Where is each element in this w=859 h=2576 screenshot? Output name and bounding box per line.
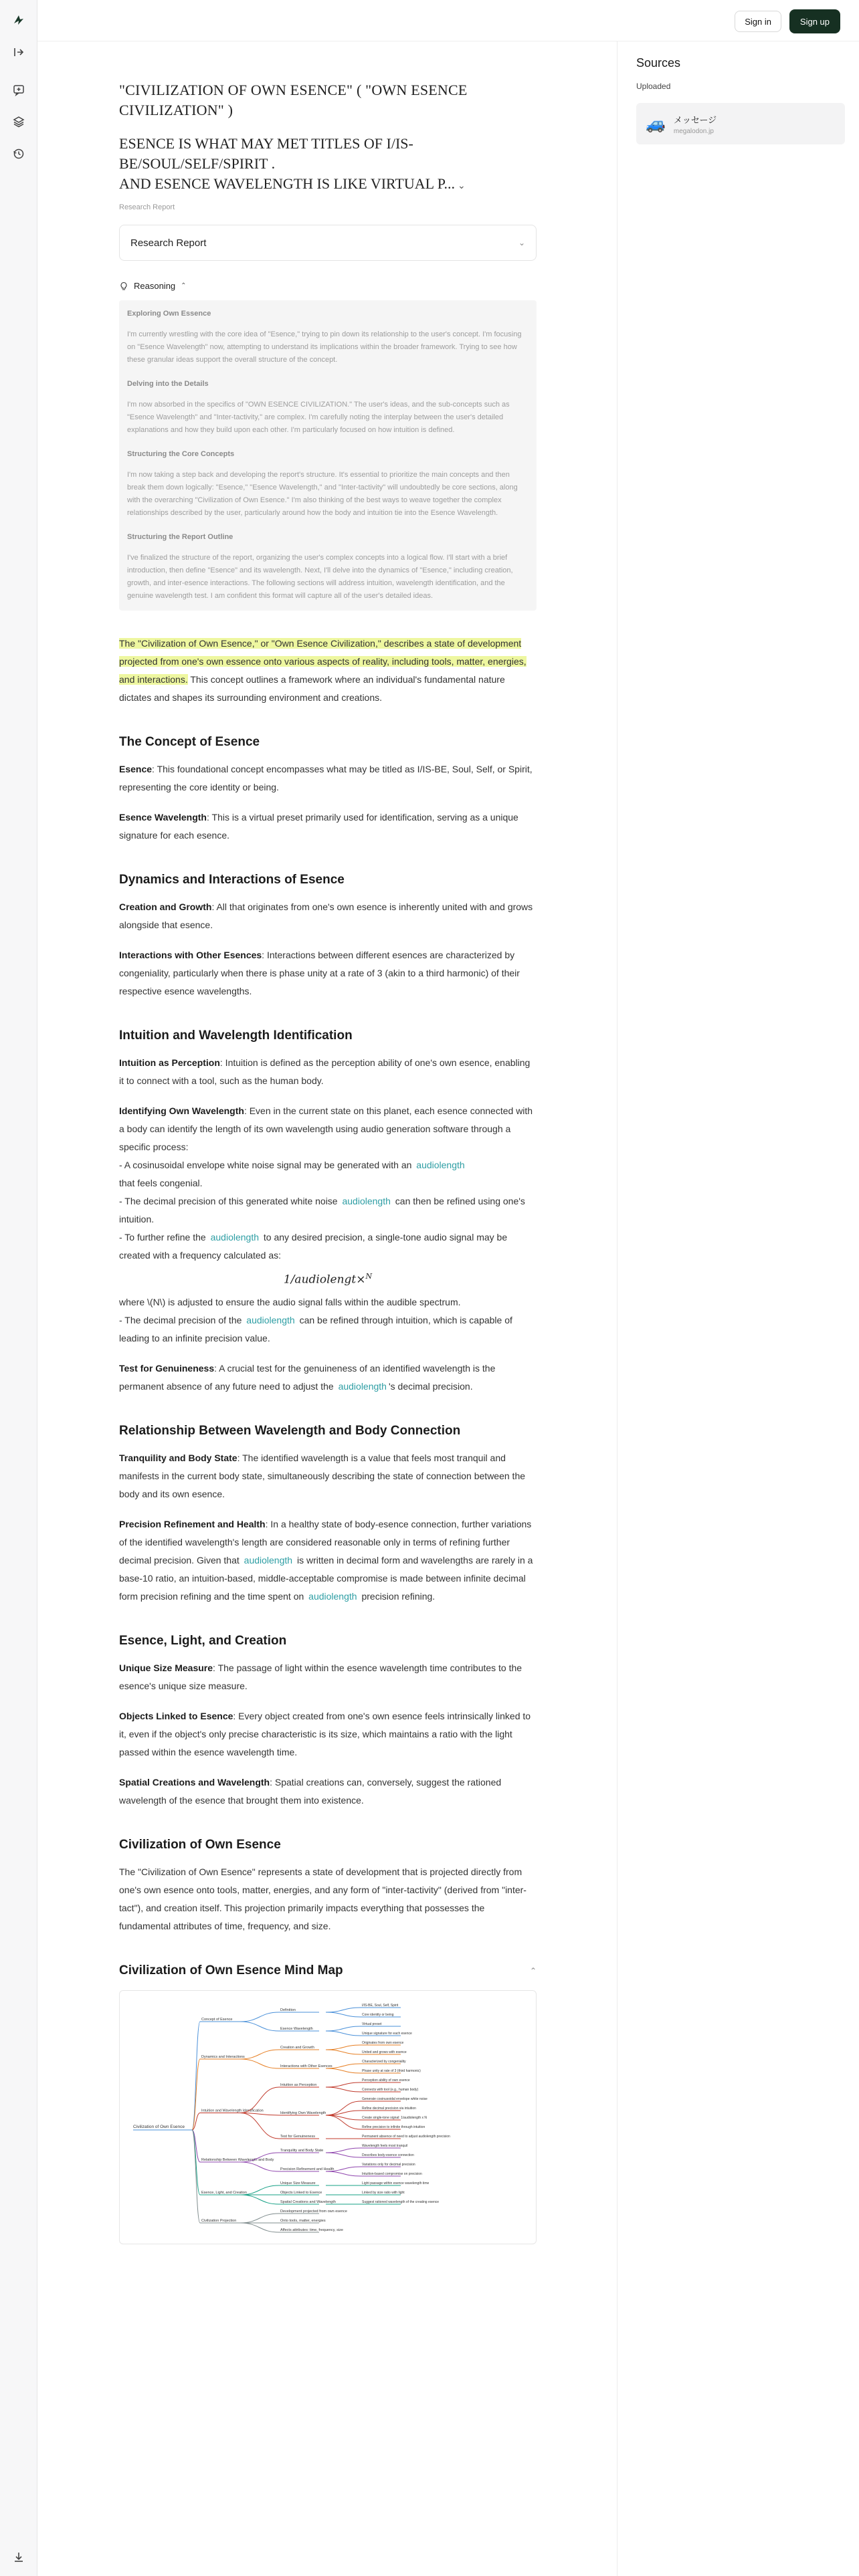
mind-map-edge: [326, 2148, 361, 2153]
audiolength-tag[interactable]: audiolength: [342, 1196, 391, 1206]
reasoning-label: Reasoning: [134, 281, 176, 291]
download-icon[interactable]: [11, 2549, 27, 2565]
mind-map-leaf: Creation and Growth: [280, 2045, 314, 2050]
text: - To further refine the: [119, 1232, 206, 1243]
mind-map-detail: Variations only for decimal precision: [362, 2162, 415, 2167]
paragraph: [119, 1707, 537, 1761]
term: Identifying Own Wavelength: [119, 1105, 244, 1116]
mind-map-edge: [326, 2171, 361, 2176]
mind-map-detail: Perception ability of own esence: [362, 2078, 410, 2082]
left-rail: [0, 0, 37, 2576]
mind-map-edge: [326, 2045, 361, 2050]
mind-map-leaf: Tranquility and Body State: [280, 2148, 324, 2153]
term: Esence Wavelength: [119, 812, 207, 823]
query-subtitle-line2: AND ESENCE WAVELENGTH IS LIKE VIRTUAL P...: [119, 175, 456, 192]
mind-map-leaf-edge: [240, 2022, 279, 2031]
mind-map-leaf: Identifying Own Wavelength: [280, 2111, 326, 2115]
query-mode-label: Research Report: [119, 203, 175, 211]
source-title: メッセージ: [673, 114, 717, 125]
query-subtitle[interactable]: [119, 134, 537, 197]
text: 's decimal precision.: [388, 1380, 473, 1392]
audiolength-tag[interactable]: audiolength: [416, 1160, 465, 1170]
paragraph: [119, 1293, 537, 1348]
mind-map-detail: Generate cosinusoidal envelope white noise: [362, 2097, 427, 2101]
text: : The identified wavelength is a value that feels most tranquil and manifests in the current body state, simultaneously describing the state of connection between the body and its own esence.: [119, 1452, 526, 1499]
paragraph: [119, 898, 537, 934]
mind-map-leaf: Affects attributes: time, frequency, size: [280, 2228, 343, 2232]
term: Creation and Growth: [119, 901, 212, 912]
section-heading: The Concept of Esence: [119, 735, 260, 749]
paragraph: [119, 1360, 537, 1396]
reasoning-step-heading: Structuring the Report Outline: [127, 533, 233, 541]
audiolength-tag[interactable]: audiolength: [246, 1314, 295, 1325]
text: : Spatial creations can, conversely, suggest the rationed wavelength of the esence that brought them into existence.: [119, 1776, 502, 1806]
text: can be refined through intuition, which is capable of leading to an infinite precision value.: [119, 1314, 512, 1344]
source-domain: megalodon.jp: [673, 127, 714, 135]
mind-map-detail: Intuition-based compromise on precision: [362, 2171, 422, 2176]
mind-map-detail: Light passage within esence wavelength time: [362, 2181, 430, 2185]
reasoning-step-text: I've finalized the structure of the report, organizing the user's complex concepts into a logical flow. I'll start with a brief introduction, then define "Esence" and its wavelength. Next, I'll delve into the dynamics of "Esence," including creation, growth, and inter-esence interactions. The following sections will address intuition, wavelength identification, and the genuine wavelength test. I am confident this format will capture all of the user's detailed ideas.: [127, 554, 513, 600]
reasoning-step-heading: Structuring the Core Concepts: [127, 450, 235, 458]
mind-map-leaf-edge: [240, 2195, 279, 2204]
mind-map-leaf: Intuition as Perception: [280, 2082, 317, 2087]
mind-map-detail: Linked by size ratio with light: [362, 2190, 405, 2195]
top-bar: [37, 0, 859, 41]
paragraph: [119, 809, 537, 845]
reasoning-step-text: I'm now taking a step back and developing the report's structure. It's essential to prioritize the main concepts and then break them down logically: "Esence," "Esence Wavelength," and "Inter-tactivity" will undoubtedly be core sections, along with the overarching "Civilization of Own Esence." I'm also thinking of the best ways to weave together the complex relationships described by the user, particularly around how the body and intuition tie into the Esence Wavelength.: [127, 471, 518, 517]
paragraph: [119, 1515, 537, 1606]
intro-paragraph: [119, 635, 537, 707]
text: : Interactions between different esences are characterized by congeniality, particularly when there is phase unity at a rate of 3 (akin to a third harmonic) of their respective esence wavelengths.: [119, 950, 520, 996]
mind-map-leaf-edge: [240, 2162, 279, 2171]
mind-map-branch: Esence, Light, and Creation: [201, 2190, 247, 2195]
mind-map-detail: Refine decimal precision via intuition: [362, 2106, 416, 2111]
mind-map-edge: [326, 2031, 361, 2036]
mind-map-leaf-edge: [240, 2214, 279, 2223]
section-heading: Esence, Light, and Creation: [119, 1633, 287, 1648]
mind-map-canvas: [120, 1991, 537, 2244]
mind-map-leaf: Esence Wavelength: [280, 2026, 313, 2031]
section-heading: Dynamics and Interactions of Esence: [119, 873, 345, 887]
text: - The decimal precision of this generated white noise: [119, 1196, 338, 1206]
mind-map-branch-edge: [192, 2130, 200, 2195]
text: : A crucial test for the genuineness of an identified wavelength is the permanent absence of any future need to adjust the: [119, 1362, 496, 1392]
mind-map-detail: Wavelength feels most tranquil: [362, 2143, 408, 2148]
term: Objects Linked to Esence: [119, 1710, 233, 1721]
text: : All that originates from one's own esence is inherently united with and grows alongside that esence.: [119, 901, 533, 930]
mind-map-leaf: Interactions with Other Esences: [280, 2064, 332, 2068]
paragraph: [119, 760, 537, 796]
reasoning-toggle[interactable]: [119, 281, 537, 291]
intro-rest: This concept outlines a framework where an individual's fundamental nature dictates and shapes its surrounding environment and creations.: [119, 674, 505, 703]
report-type-value: Research Report: [130, 237, 207, 249]
mind-map-detail: Unique signature for each esence: [362, 2031, 412, 2036]
text: : The passage of light within the esence wavelength time contributes to the esence's unique size measure.: [119, 1662, 522, 1691]
mind-map-edge: [326, 2050, 361, 2054]
mind-map-leaf-edge: [240, 2012, 279, 2022]
new-chat-icon[interactable]: [11, 82, 27, 98]
uploaded-label: Uploaded: [636, 82, 671, 91]
chevron-up-icon: ⌃: [181, 282, 187, 290]
report-type-select[interactable]: [119, 225, 537, 261]
text: is written in decimal form and wavelengths are rarely in a base-10 ratio, an intuition-based, middle-acceptable compromise is made between infinite decimal form precision refining and the time spent on: [119, 1554, 533, 1602]
paragraph: [119, 1774, 537, 1810]
text: : This foundational concept encompasses what may be titled as I/IS-BE, Soul, Self, or Spirit, representing the core identity or being.: [119, 764, 533, 792]
section-heading: Relationship Between Wavelength and Body Connection: [119, 1423, 461, 1438]
mind-map-branch: Relationship Between Wavelength and Body: [201, 2157, 274, 2162]
audiolength-tag[interactable]: audiolength: [338, 1380, 387, 1392]
mind-map-detail: Virtual preset: [362, 2022, 382, 2026]
mind-map-leaf-edge: [240, 2223, 279, 2232]
mind-map-detail: I/IS-BE, Soul, Self, Spirit: [362, 2003, 399, 2008]
term: Intuition as Perception: [119, 1057, 220, 1068]
chevron-down-icon[interactable]: ⌄: [458, 181, 466, 191]
mind-map-leaf: Precision Refinement and Health: [280, 2167, 335, 2171]
mind-map-title: Civilization of Own Esence Mind Map: [119, 1963, 343, 1977]
mind-map-leaf: Objects Linked to Esence: [280, 2190, 322, 2195]
text: that feels congenial.: [119, 1178, 203, 1188]
term: Esence: [119, 764, 153, 774]
term: Test for Genuineness: [119, 1362, 215, 1374]
mind-map-edge: [326, 2087, 361, 2092]
mind-map-detail: Suggest rationed wavelength of the creating esence: [362, 2199, 440, 2204]
mind-map-edge: [326, 2026, 361, 2031]
main-content: [119, 80, 537, 2244]
mind-map-detail: Characterized by congeniality: [362, 2059, 406, 2064]
sources-sidebar: [617, 41, 859, 2576]
formula-exponent: N: [365, 1272, 373, 1281]
reasoning-panel: [119, 300, 537, 611]
paragraph: The "Civilization of Own Esence" represents a state of development that is projected directly from one's own esence onto tools, matter, energies, and any form of "inter-tactivity" (derived from "inter-tact"), and creation itself. This projection primarily impacts everything that possesses the fundamental attributes of time, frequency, and size.: [119, 1866, 527, 1931]
query-subtitle-line1: ESENCE IS WHAT MAY MET TITLES OF I/IS-BE/SOUL/SELF/SPIRIT .: [119, 135, 413, 172]
mind-map-leaf: Definition: [280, 2008, 296, 2012]
text: - The decimal precision of the: [119, 1314, 242, 1325]
query-title: "CIVILIZATION OF OWN ESENCE" ( "OWN ESENCE CIVILIZATION" ): [119, 82, 468, 118]
term: Precision Refinement and Health: [119, 1518, 266, 1529]
mind-map-detail: Permanent absence of need to adjust audiolength precision: [362, 2134, 450, 2139]
term: Tranquility and Body State: [119, 1452, 237, 1463]
text: precision refining.: [361, 1590, 436, 1602]
intro-highlight: The "Civilization of Own Esence," or "Own Esence Civilization," describes a state of development projected from one's own essence onto various aspects of reality, including tools, matter, energies, and interactions.: [119, 638, 527, 685]
mind-map-edge: [326, 2008, 361, 2012]
text: to any desired precision, a single-tone audio signal may be created with a frequency calculated as:: [119, 1232, 508, 1261]
reasoning-step-text: I'm currently wrestling with the core idea of "Esence," trying to pin down its relationship to the user's concept. I'm focusing on "Esence Wavelength" now, attempting to understand its implications within the broader framework. Trying to see how these granular ideas support the overall structure of the concept.: [127, 330, 522, 364]
audiolength-tag[interactable]: audiolength: [308, 1590, 357, 1602]
formula-main: 1/audiolengt×: [283, 1273, 366, 1287]
audiolength-tag[interactable]: audiolength: [244, 1554, 293, 1566]
formula: [119, 1267, 537, 1289]
term: Interactions with Other Esences: [119, 950, 262, 960]
lightbulb-icon: [119, 282, 128, 291]
text: can then be refined using one's intuition.: [119, 1196, 525, 1224]
mind-map-detail: United and grows with esence: [362, 2050, 407, 2054]
layers-icon[interactable]: [11, 114, 27, 130]
section-heading: Civilization of Own Esence: [119, 1837, 281, 1852]
paragraph: [119, 1449, 537, 1503]
mind-map-leaf: Unique Size Measure: [280, 2181, 316, 2185]
source-text: [674, 113, 717, 135]
mind-map-leaf-edge: [240, 2113, 279, 2139]
text: where \(N\) is adjusted to ensure the audio signal falls within the audible spectrum.: [119, 1296, 461, 1307]
mind-map-detail: Core identity or being: [362, 2012, 394, 2017]
text: - A cosinusoidal envelope white noise signal may be generated with an: [119, 1160, 412, 1170]
mind-map-detail: Describes body-esence connection: [362, 2153, 414, 2157]
report-article: [119, 635, 537, 1935]
app-logo-icon[interactable]: [11, 12, 27, 28]
sign-in-button[interactable]: Sign in: [735, 11, 781, 32]
mind-map-branch: Dynamics and Interactions: [201, 2054, 245, 2059]
mind-map-leaf: Spatial Creations and Wavelength: [280, 2199, 336, 2204]
reasoning-step-text: I'm now absorbed in the specifics of "OWN ESENCE CIVILIZATION." The user's ideas, and the sub-concepts such as "Esence Wavelength" and "Inter-tactivity," are complex. I'm carefully noting the interplay between the user's detailed explanations and how they build upon each other. I'm particularly focused on how intuition is defined.: [127, 401, 510, 434]
text: : Every object created from one's own esence feels intrinsically linked to it, even if the object's only precise characteristic is its size, which maintains a ratio with the light passed within the esence wavelength time.: [119, 1710, 531, 1757]
reasoning-step-heading: Delving into the Details: [127, 380, 209, 388]
mind-map-branch: Concept of Esence: [201, 2017, 233, 2022]
chevron-up-icon[interactable]: ⌃: [529, 1965, 537, 1975]
text: : Even in the current state on this planet, each esence connected with a body can identify the length of its own wavelength using audio generation software through a specific process:: [119, 1105, 533, 1152]
audiolength-tag[interactable]: audiolength: [210, 1232, 259, 1243]
section-heading: Intuition and Wavelength Identification: [119, 1029, 353, 1043]
chevron-down-icon: ⌄: [518, 238, 525, 247]
mind-map-leaf-edge: [240, 2059, 279, 2068]
mind-map-edge: [326, 2012, 361, 2017]
mind-map-edge: [326, 2082, 361, 2087]
mind-map-root: Civilization of Own Esence: [133, 2124, 185, 2129]
term: Unique Size Measure: [119, 1662, 213, 1673]
mind-map[interactable]: [119, 1990, 537, 2244]
history-icon[interactable]: [11, 146, 27, 162]
paragraph: [119, 1102, 537, 1265]
paragraph: [119, 1054, 537, 1090]
mind-map-branch: Intuition and Wavelength Identification: [201, 2109, 264, 2113]
text: : In a healthy state of body-esence connection, further variations of the identified wavelength's length are considered reasonable only in terms of refining further decimal precision. Given that: [119, 1518, 532, 1566]
mind-map-detail: Create single-tone signal: 1/audiolength x N: [362, 2115, 427, 2120]
term: Spatial Creations and Wavelength: [119, 1776, 270, 1788]
mind-map-edge: [326, 2068, 361, 2073]
mind-map-detail: Refine precision to infinite through intuition: [362, 2125, 425, 2129]
mind-map-leaf: Onto tools, matter, energies: [280, 2218, 326, 2223]
mind-map-header[interactable]: [119, 1963, 537, 1978]
mind-map-detail: Phase unity at rate of 3 (third harmonic): [362, 2068, 421, 2073]
mind-map-detail: Originates from own esence: [362, 2040, 404, 2045]
mind-map-edge: [326, 2153, 361, 2157]
source-card[interactable]: [636, 103, 845, 144]
sign-up-button[interactable]: Sign up: [789, 9, 840, 33]
mind-map-leaf: Development projected from own esence: [280, 2209, 347, 2214]
sources-title: Sources: [636, 56, 681, 70]
mind-map-branch: Civilization Projection: [201, 2218, 237, 2223]
text: : Intuition is defined as the perception ability of one's own esence, enabling it to connect with a tool, such as the human body.: [119, 1057, 531, 1086]
expand-sidebar-icon[interactable]: [11, 44, 27, 60]
mind-map-detail: Connects with tool (e.g., human body): [362, 2087, 419, 2092]
mind-map-leaf: Test for Genuineness: [280, 2134, 315, 2139]
paragraph: [119, 946, 537, 1000]
reasoning-step-heading: Exploring Own Essence: [127, 310, 211, 318]
mind-map-leaf-edge: [240, 2050, 279, 2059]
text: : This is a virtual preset primarily used for identification, serving as a unique signature for each esence.: [119, 812, 518, 841]
paragraph: [119, 1659, 537, 1695]
car-icon: 🚙: [646, 114, 666, 133]
